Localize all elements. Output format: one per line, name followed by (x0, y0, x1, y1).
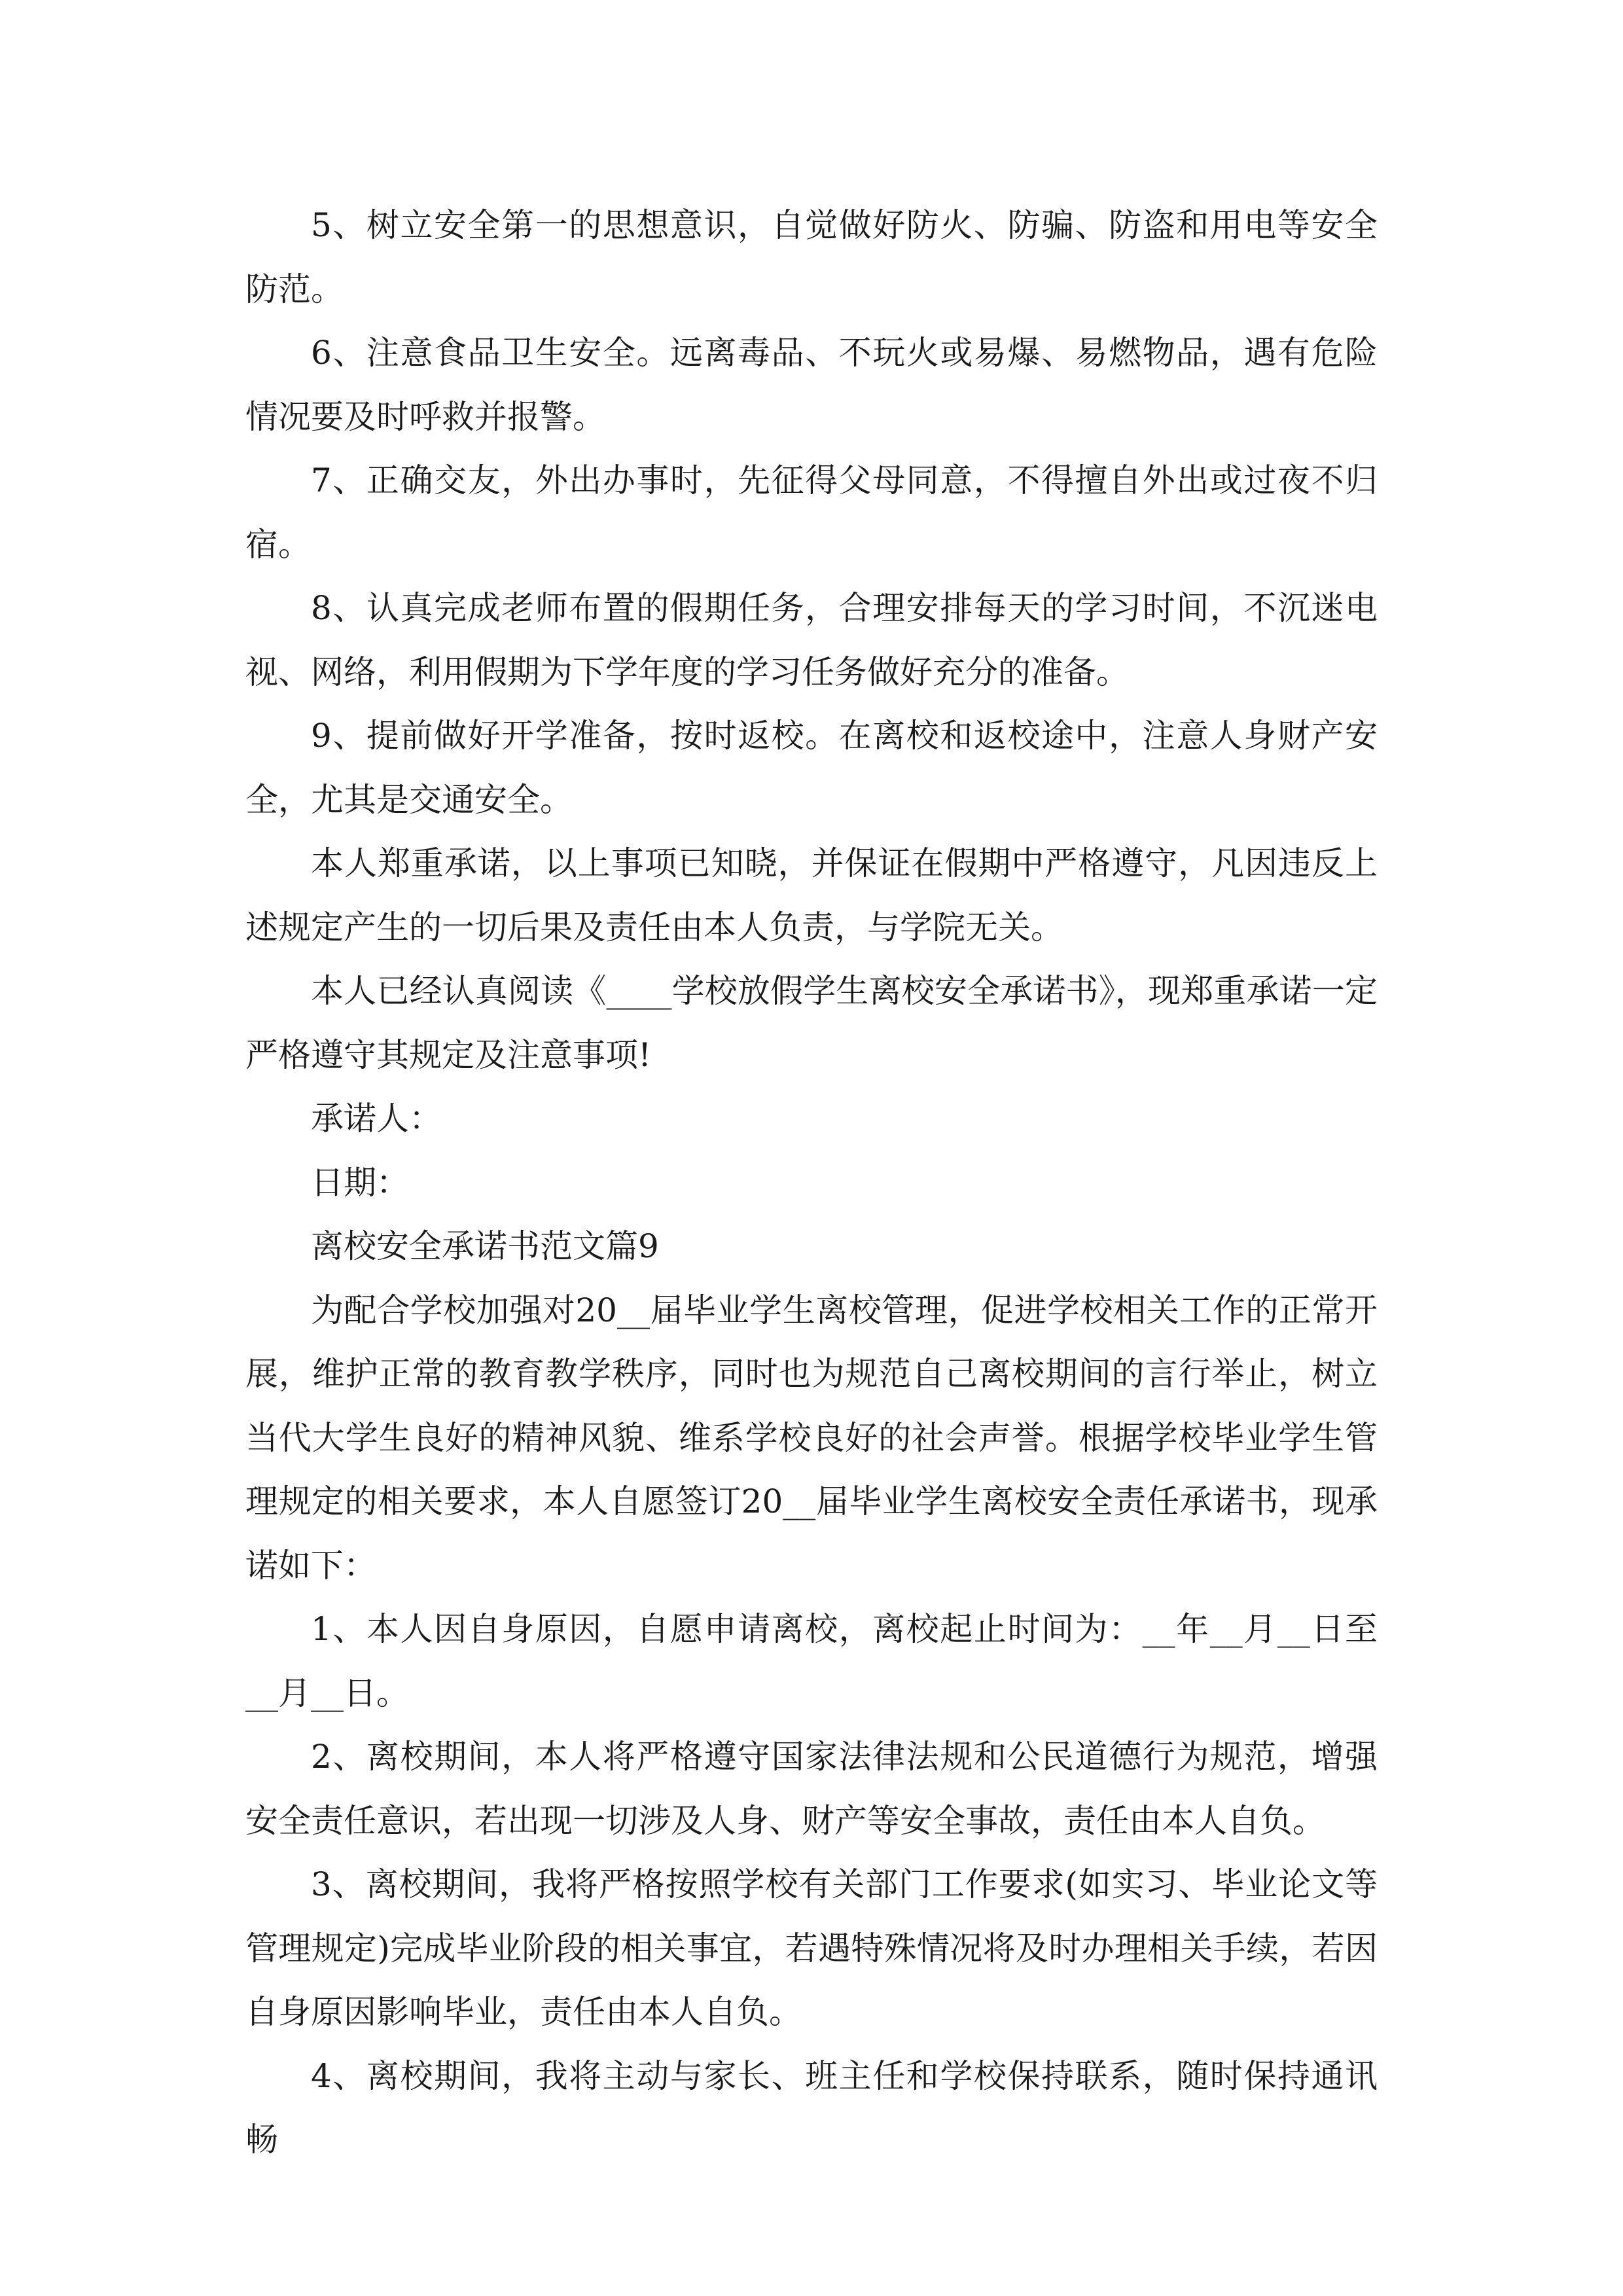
pledge-item-3: 3、离校期间，我将严格按照学校有关部门工作要求(如实习、毕业论文等管理规定)完成毕业阶段的相关事宜，若遇特殊情况将及时办理相关手续，若因自身原因影响毕业，责任由本人自负。 (245, 1865, 1378, 2031)
paragraph-item-7: 7、正确交友，外出办事时，先征得父母同意，不得擅自外出或过夜不归宿。 (245, 461, 1378, 564)
intro-paragraph: 为配合学校加强对20__届毕业学生离校管理，促进学校相关工作的正常开展，维护正常的教育教学秩序，同时也为规范自己离校期间的言行举止，树立当代大学生良好的精神风貌、维系学校良好的社会声誉。根据学校毕业学生管理规定的相关要求，本人自愿签订20__届毕业学生离校安全责任承诺书，现承诺如下： (245, 1291, 1378, 1585)
section-heading: 离校安全承诺书范文篇9 (311, 1227, 659, 1265)
pledge-confirmation: 本人已经认真阅读《____学校放假学生离校安全承诺书》，现郑重承诺一定严格遵守其规定及注意事项! (245, 972, 1378, 1074)
document-body (245, 194, 1378, 2172)
signer-label: 承诺人： (311, 1100, 442, 1138)
pledge-statement: 本人郑重承诺，以上事项已知晓，并保证在假期中严格遵守，凡因违反上述规定产生的一切后果及责任由本人负责，与学院无关。 (245, 844, 1378, 946)
date-label: 日期： (311, 1163, 409, 1202)
pledge-item-2: 2、离校期间，本人将严格遵守国家法律法规和公民道德行为规范，增强安全责任意识，若出现一切涉及人身、财产等安全事故，责任由本人自负。 (245, 1738, 1378, 1840)
paragraph-item-9: 9、提前做好开学准备，按时返校。在离校和返校途中，注意人身财产安全，尤其是交通安全。 (245, 717, 1378, 819)
paragraph-item-6: 6、注意食品卫生安全。远离毒品、不玩火或易爆、易燃物品，遇有危险情况要及时呼救并报警。 (245, 334, 1378, 436)
pledge-item-4: 4、离校期间，我将主动与家长、班主任和学校保持联系，随时保持通讯畅 (245, 2056, 1378, 2159)
paragraph-item-5: 5、树立安全第一的思想意识，自觉做好防火、防骗、防盗和用电等安全防范。 (245, 206, 1378, 308)
paragraph-item-8: 8、认真完成老师布置的假期任务，合理安排每天的学习时间，不沉迷电视、网络，利用假期为下学年度的学习任务做好充分的准备。 (245, 589, 1378, 691)
pledge-item-1: 1、本人因自身原因，自愿申请离校，离校起止时间为：__年__月__日至__月__日。 (245, 1610, 1378, 1712)
